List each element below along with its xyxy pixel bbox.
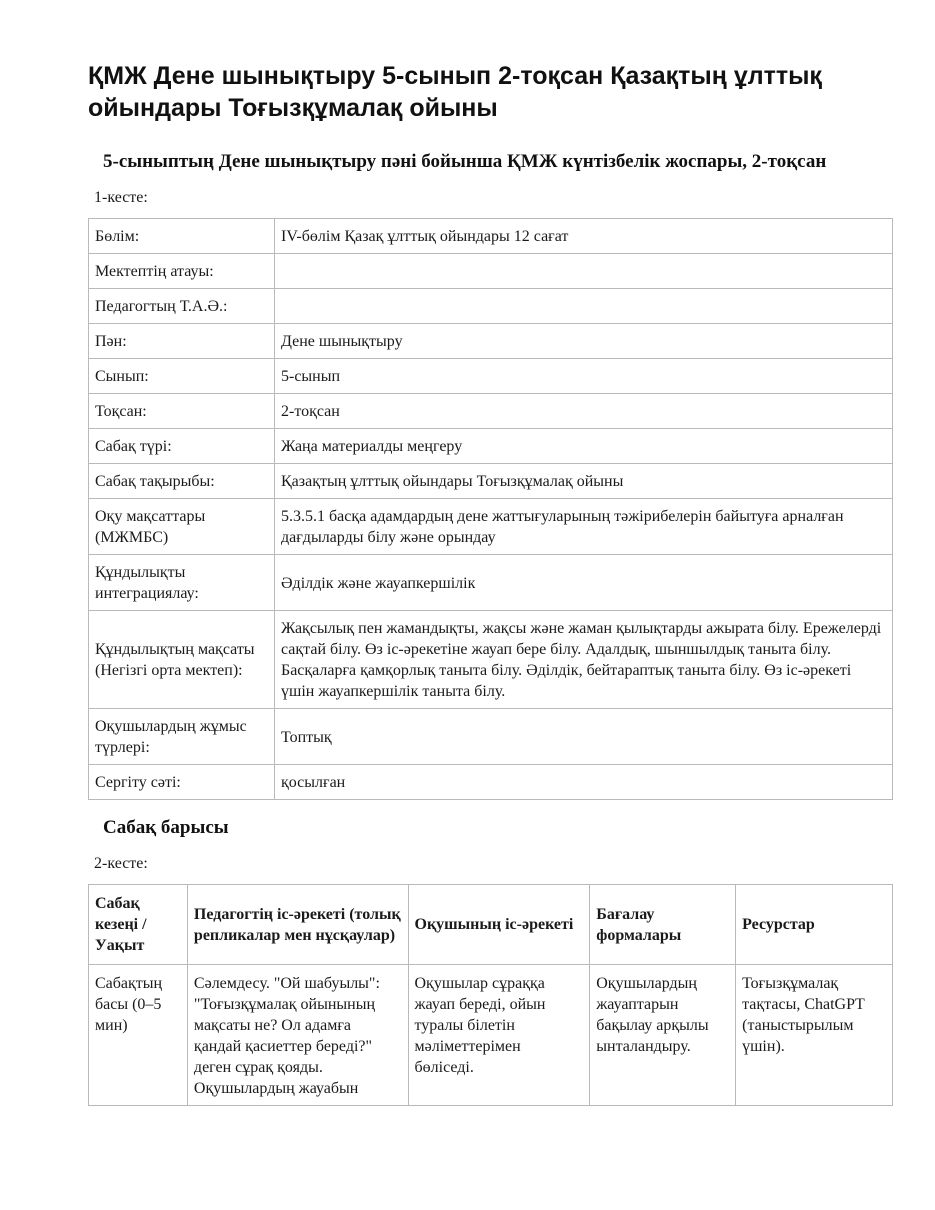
row-label: Мектептің атауы: <box>89 254 275 289</box>
table-row <box>89 289 893 324</box>
row-value: қосылған <box>275 765 893 800</box>
table-row <box>89 555 893 611</box>
row-label: Сынып: <box>89 359 275 394</box>
row-label: Педагогтың Т.А.Ә.: <box>89 289 275 324</box>
row-value <box>275 254 893 289</box>
table-cell: Оқушылардың жауаптарын бақылау арқылы ынталандыру. <box>590 965 736 1106</box>
table-header-row <box>89 885 893 965</box>
column-header: Сабақ кезеңі / Уақыт <box>89 885 188 965</box>
table1-caption: 1-кесте: <box>94 189 148 206</box>
row-label: Оқушылардың жұмыс түрлері: <box>89 709 275 765</box>
row-value: 5.3.5.1 басқа адамдардың дене жаттығуларының тәжірибелерін байытуға арналған дағдыларды білу және орындау <box>275 499 893 555</box>
table-cell: Оқушылар сұраққа жауап береді, ойын туралы білетін мәліметтерімен бөліседі. <box>408 965 590 1106</box>
lesson-process-title: Сабақ барысы <box>103 817 229 838</box>
row-label: Құндылықтың мақсаты (Негізгі орта мектеп): <box>89 611 275 709</box>
table-row <box>89 219 893 254</box>
column-header: Оқушының іс-әрекеті <box>408 885 590 965</box>
row-label: Тоқсан: <box>89 394 275 429</box>
row-value: Әділдік және жауапкершілік <box>275 555 893 611</box>
row-label: Бөлім: <box>89 219 275 254</box>
row-label: Сергіту сәті: <box>89 765 275 800</box>
row-value: Топтық <box>275 709 893 765</box>
row-label: Пән: <box>89 324 275 359</box>
row-label: Оқу мақсаттары (МЖМБС) <box>89 499 275 555</box>
row-value: 5-сынып <box>275 359 893 394</box>
table-row <box>89 611 893 709</box>
document-page <box>88 0 893 1106</box>
table-row <box>89 254 893 289</box>
column-header: Ресурстар <box>736 885 893 965</box>
lesson-process-table <box>88 884 893 1106</box>
table-row <box>89 965 893 1106</box>
table-row <box>89 499 893 555</box>
row-label: Құндылықты интеграциялау: <box>89 555 275 611</box>
table-row <box>89 765 893 800</box>
row-value: Жақсылық пен жамандықты, жақсы және жаман қылықтарды ажырата білу. Ережелерді сақтай білу. Өз іс-әрекетіне жауап бере білу. Адалдық, шыншылдық таныта білу. Басқаларға қамқорлық таныта білу. Әділдік, бейтараптық таныта білу. Өз іс-әрекеті үшін жауапкершілік таныта білу. <box>275 611 893 709</box>
table-cell: Сабақтың басы (0–5 мин) <box>89 965 188 1106</box>
row-value: IV-бөлім Қазақ ұлттық ойындары 12 сағат <box>275 219 893 254</box>
document-title: ҚМЖ Дене шынықтыру 5-сынып 2-тоқсан Қазақтың ұлттық ойындары Тоғызқұмалақ ойыны <box>88 62 822 122</box>
column-header: Педагогтің іс-әрекеті (толық репликалар мен нұсқаулар) <box>187 885 408 965</box>
table-cell: Тоғызқұмалақ тақтасы, ChatGPT (таныстырылым үшін). <box>736 965 893 1106</box>
row-value: Дене шынықтыру <box>275 324 893 359</box>
column-header: Бағалау формалары <box>590 885 736 965</box>
table-row <box>89 359 893 394</box>
table-row <box>89 464 893 499</box>
row-value: Жаңа материалды меңгеру <box>275 429 893 464</box>
row-label: Сабақ түрі: <box>89 429 275 464</box>
row-value: Қазақтың ұлттық ойындары Тоғызқұмалақ ойыны <box>275 464 893 499</box>
row-label: Сабақ тақырыбы: <box>89 464 275 499</box>
row-value: 2-тоқсан <box>275 394 893 429</box>
row-value <box>275 289 893 324</box>
table-row <box>89 394 893 429</box>
table-row <box>89 709 893 765</box>
table-row <box>89 429 893 464</box>
lesson-info-table <box>88 218 893 800</box>
table2-caption: 2-кесте: <box>94 855 148 872</box>
plan-subtitle: 5-сыныптың Дене шынықтыру пәні бойынша ҚМЖ күнтізбелік жоспары, 2-тоқсан <box>103 151 827 172</box>
table-row <box>89 324 893 359</box>
table-cell: Сәлемдесу. "Ой шабуылы": "Тоғызқұмалақ ойынының мақсаты не? Ол адамға қандай қасиеттер береді?" деген сұрақ қояды. Оқушылардың жауабын <box>187 965 408 1106</box>
